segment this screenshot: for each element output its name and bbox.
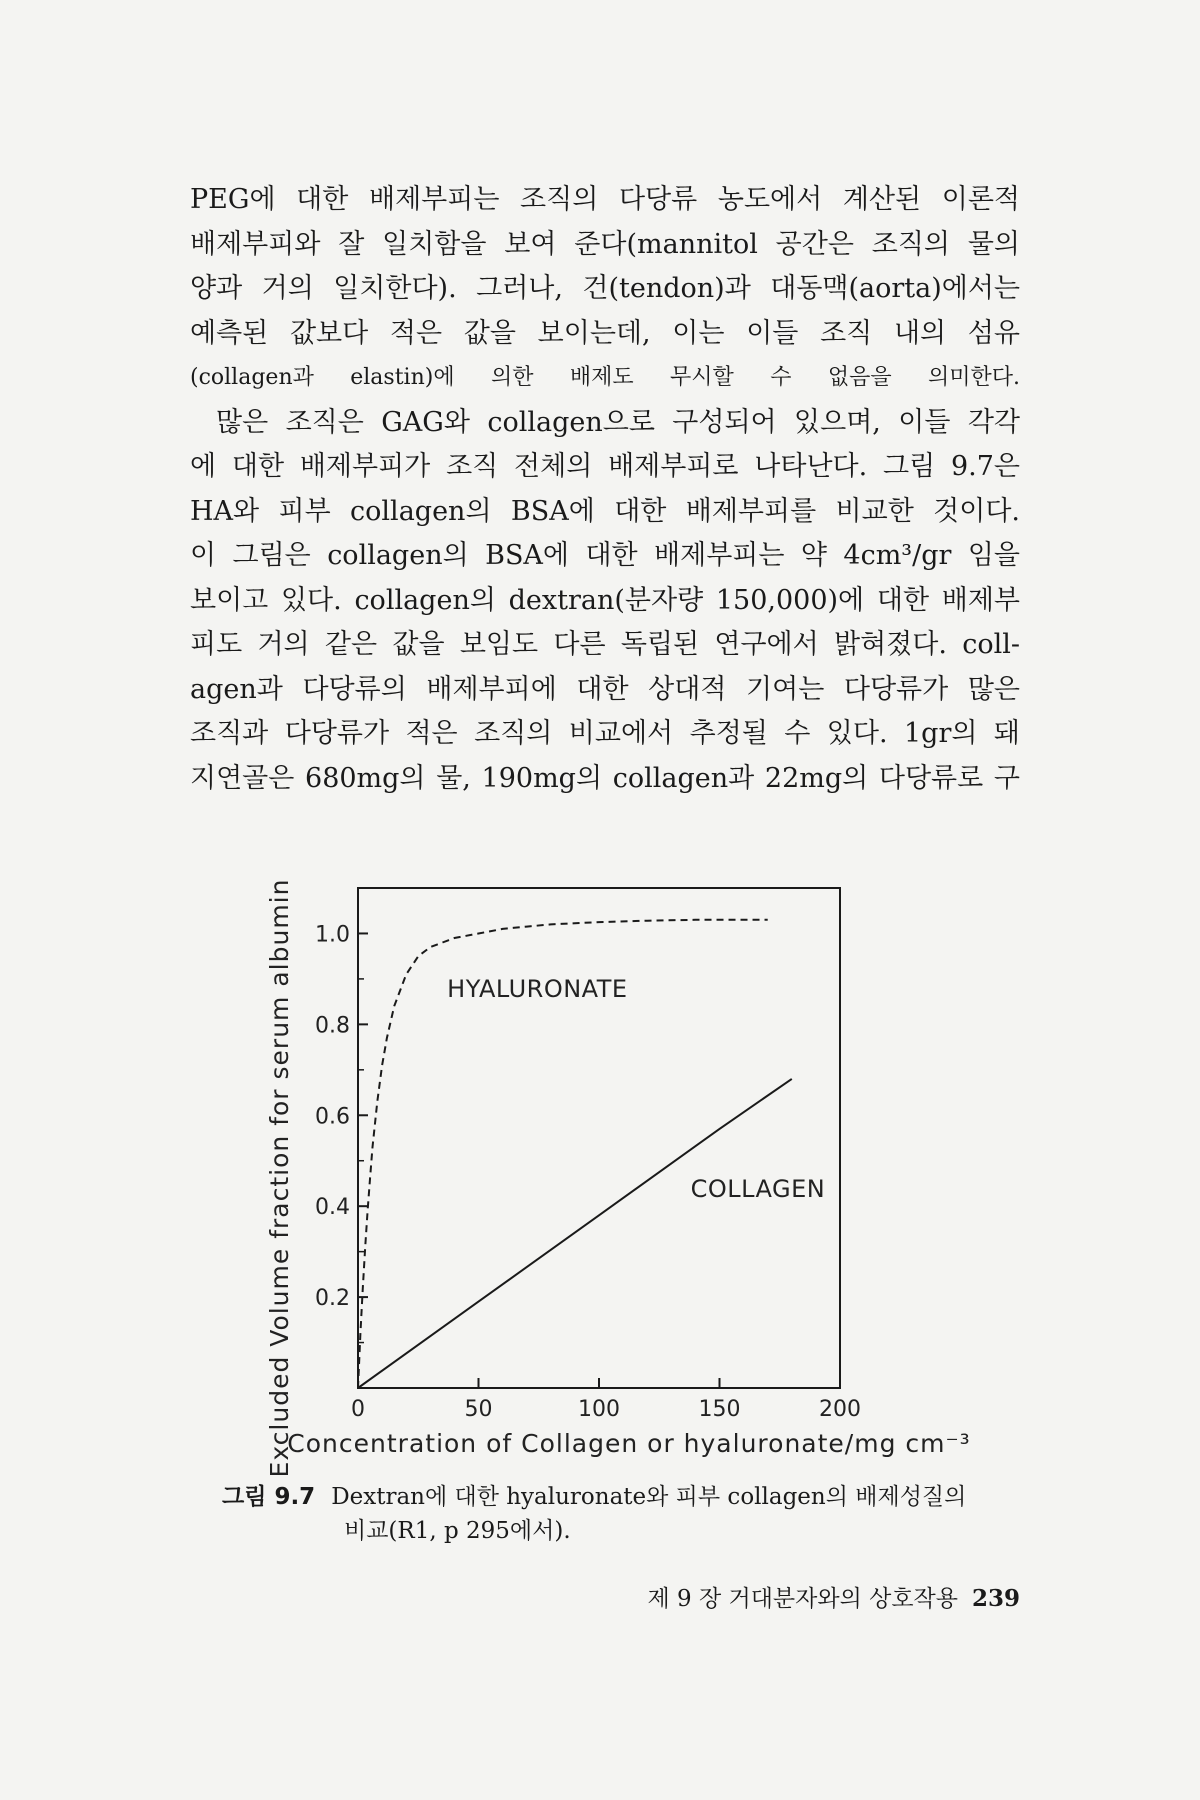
caption-text-line2: 비교(R1, p 295에서).: [344, 1518, 571, 1544]
y-tick-label: 0.6: [315, 1104, 350, 1130]
plot-frame: [358, 888, 840, 1388]
excluded-volume-chart: [265, 800, 1030, 1478]
x-axis-title: Concentration of Collagen or hyaluronate/mg cm⁻³: [287, 1429, 971, 1458]
page-footer: [600, 1580, 1020, 1613]
chapter-title: 제 9 장 거대분자와의 상호작용: [647, 1586, 958, 1612]
y-axis-ticks: [315, 922, 368, 1342]
series-label-collagen: COLLAGEN: [690, 1175, 826, 1204]
text-line: 피도 거의 같은 값을 보임도 다른 독립된 연구에서 밝혀졌다. coll-: [190, 629, 1020, 660]
text-line: 보이고 있다. collagen의 dextran(분자량 150,000)에 대한 배제부: [190, 584, 1020, 616]
series-label-hyaluronate: HYALURONATE: [447, 975, 628, 1004]
x-tick-label: 200: [819, 1397, 861, 1422]
x-axis-ticks: [351, 1378, 861, 1422]
text-line: (collagen과 elastin)에 의한 배제도 무시할 수 없음을 의미한다.: [190, 365, 1020, 390]
text-line: 배제부피와 잘 일치함을 보여 준다(mannitol 공간은 조직의 물의: [190, 228, 1020, 260]
y-tick-label: 0.4: [315, 1195, 350, 1221]
x-tick-label: 150: [698, 1397, 741, 1422]
x-tick-label: 50: [464, 1397, 493, 1422]
x-tick-label: 0: [351, 1397, 365, 1422]
text-line: HA와 피부 collagen의 BSA에 대한 배제부피를 비교한 것이다.: [190, 495, 1020, 527]
caption-text-line1: Dextran에 대한 hyaluronate와 피부 collagen의 배제성질의: [331, 1484, 967, 1510]
caption-figure-number: 그림 9.7: [222, 1484, 316, 1510]
y-tick-label: 1.0: [315, 922, 350, 948]
body-text: [190, 178, 1020, 801]
y-tick-label: 0.8: [315, 1013, 350, 1039]
text-line: 에 대한 배제부피가 조직 전체의 배제부피로 나타난다. 그림 9.7은: [190, 451, 1020, 482]
series-line-collagen: [358, 1079, 792, 1388]
page-number: 239: [971, 1585, 1020, 1612]
text-line: 많은 조직은 GAG와 collagen으로 구성되어 있으며, 이들 각각: [216, 406, 1020, 438]
text-line: agen과 다당류의 배제부피에 대한 상대적 기여는 다당류가 많은: [190, 673, 1020, 705]
text-line: 이 그림은 collagen의 BSA에 대한 배제부피는 약 4cm³/gr 임을: [190, 540, 1020, 571]
text-line: PEG에 대한 배제부피는 조직의 다당류 농도에서 계산된 이론적: [190, 184, 1020, 215]
text-line: 양과 거의 일치한다). 그러나, 건(tendon)과 대동맥(aorta)에서는: [190, 273, 1020, 304]
text-line: 예측된 값보다 적은 값을 보이는데, 이는 이들 조직 내의 섬유: [190, 317, 1020, 349]
text-line: 조직과 다당류가 적은 조직의 비교에서 추정될 수 있다. 1gr의 돼: [190, 718, 1020, 749]
y-axis-title: Excluded Volume fraction for serum albumin: [265, 878, 294, 1478]
y-tick-label: 0.2: [315, 1286, 350, 1312]
x-tick-label: 100: [578, 1397, 620, 1422]
figure-caption: [222, 1480, 1022, 1548]
text-line: 지연골은 680mg의 물, 190mg의 collagen과 22mg의 다당류로 구: [190, 762, 1020, 794]
figure-9-7: [265, 800, 1030, 1478]
